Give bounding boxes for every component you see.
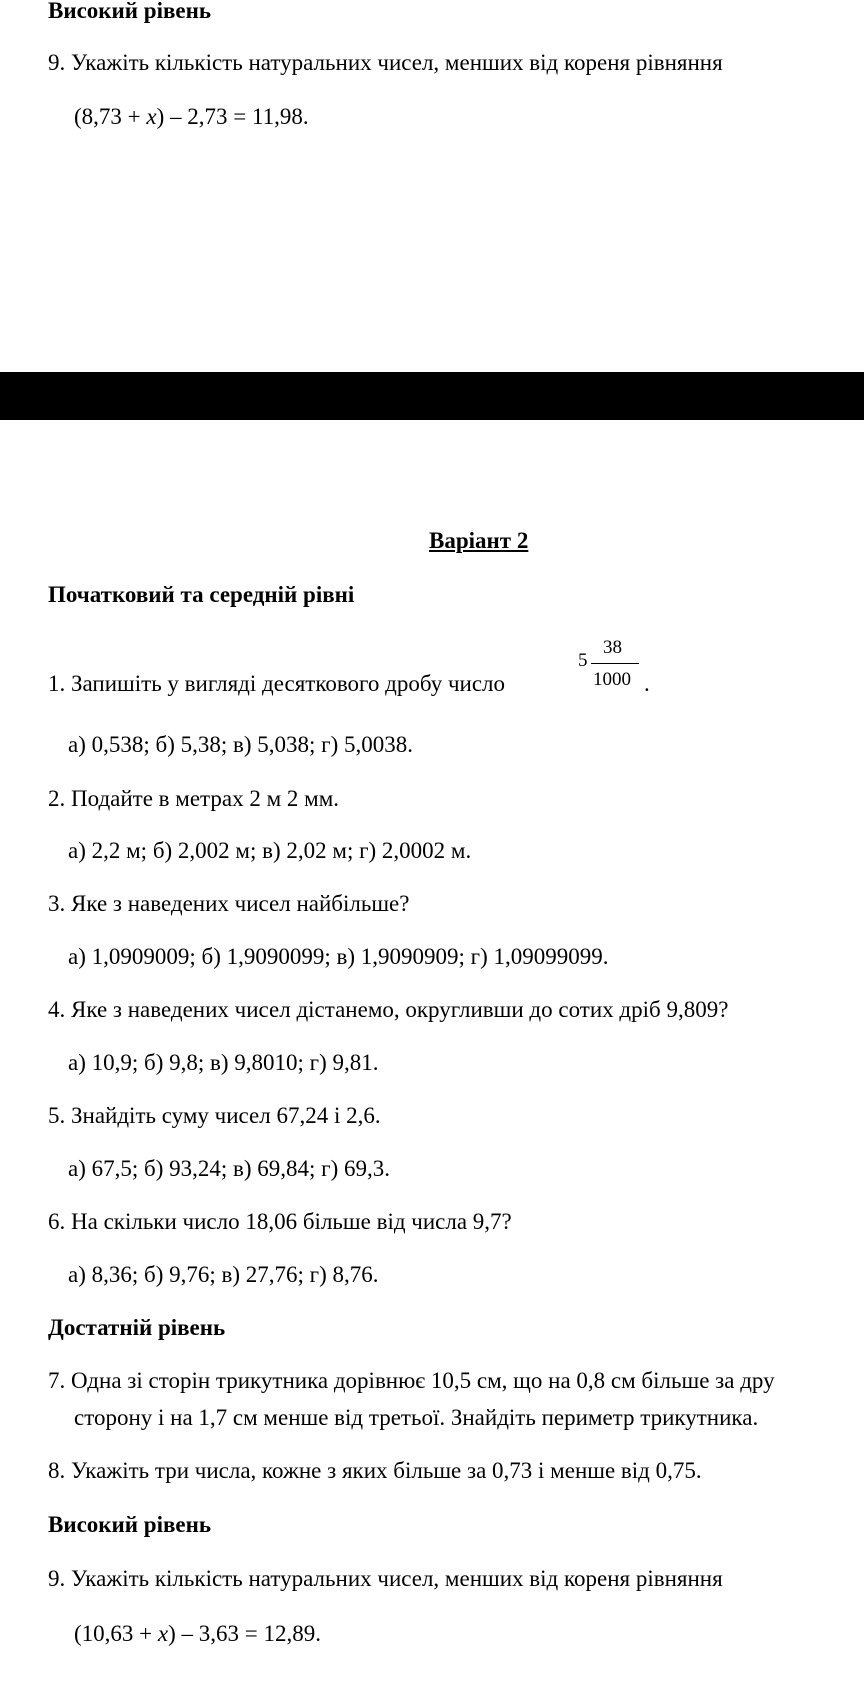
question-5: 5. Знайдіть суму чисел 67,24 і 2,6. <box>48 1103 381 1128</box>
question-1-end: . <box>644 671 650 696</box>
question-6: 6. На скільки число 18,06 більше від числа 9,7? <box>48 1209 512 1234</box>
question-2: 2. Подайте в метрах 2 м 2 мм. <box>48 786 340 811</box>
question-7-line-2: сторону і на 1,7 см менше від третьої. Знайдіть периметр трикутника. <box>74 1405 759 1430</box>
question-3: 3. Яке з наведених чисел найбільше? <box>48 891 410 916</box>
fraction-numerator: 38 <box>603 637 622 658</box>
question-5-options: а) 67,5; б) 93,24; в) 69,84; г) 69,3. <box>68 1156 391 1181</box>
prev-equation <box>74 104 309 130</box>
question-8: 8. Укажіть три числа, кожне з яких більше за 0,73 і менше від 0,75. <box>48 1458 702 1483</box>
q9-eq-pre: (10,63 + <box>74 1621 158 1646</box>
question-6-options: а) 8,36; б) 9,76; в) 27,76; г) 8,76. <box>68 1262 379 1287</box>
section-initial-middle: Початковий та середній рівні <box>48 582 355 607</box>
prev-eq-var: x <box>146 104 157 129</box>
question-9: 9. Укажіть кількість натуральних чисел, менших від кореня рівняння <box>48 1566 723 1591</box>
question-4: 4. Яке з наведених чисел дістанемо, округливши до сотих дріб 9,809? <box>48 997 729 1022</box>
question-9-equation <box>74 1621 321 1647</box>
variant-title: Варіант 2 <box>429 528 529 553</box>
question-1: 1. Запишіть у вигляді десяткового дробу число <box>48 671 506 696</box>
prev-eq-post: ) – 2,73 = 11,98. <box>156 104 309 129</box>
question-7-line-1: 7. Одна зі сторін трикутника дорівнює 10,5 см, що на 0,8 см більше за дру <box>48 1368 775 1393</box>
question-3-options: а) 1,0909009; б) 1,9090099; в) 1,9090909; г) 1,09099099. <box>68 944 609 969</box>
question-4-options: а) 10,9; б) 9,8; в) 9,8010; г) 9,81. <box>68 1050 379 1075</box>
mixed-number-whole: 5 <box>578 650 588 671</box>
page-separator <box>0 372 864 420</box>
question-1-options: а) 0,538; б) 5,38; в) 5,038; г) 5,0038. <box>68 732 414 757</box>
prev-eq-pre: (8,73 + <box>74 104 147 129</box>
prev-heading: Високий рівень <box>48 0 212 23</box>
q9-eq-var: x <box>157 1621 169 1646</box>
prev-question-9: 9. Укажіть кількість натуральних чисел, менших від кореня рівняння <box>48 50 723 75</box>
fraction-bar <box>591 663 639 664</box>
fraction-denominator: 1000 <box>593 669 631 690</box>
section-sufficient: Достатній рівень <box>48 1315 226 1340</box>
q9-eq-post: ) – 3,63 = 12,89. <box>168 1621 321 1646</box>
section-high: Високий рівень <box>48 1512 212 1537</box>
question-2-options: а) 2,2 м; б) 2,002 м; в) 2,02 м; г) 2,0002 м. <box>68 838 472 863</box>
